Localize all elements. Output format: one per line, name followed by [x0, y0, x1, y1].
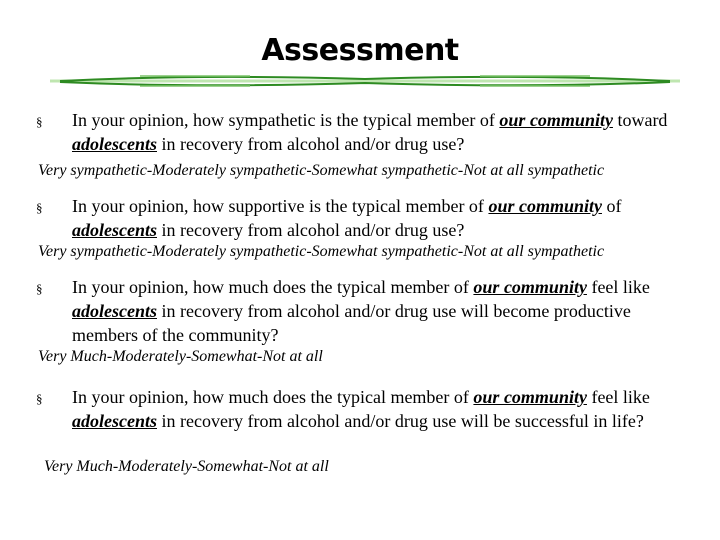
bullet-marker: § — [36, 114, 43, 129]
title-underline-decoration — [50, 70, 680, 92]
answer-scale-4: Very Much-Moderately-Somewhat-Not at all — [44, 458, 329, 475]
question-text: In your opinion, how supportive is the typical member of our community of adolescents in recovery from alcohol and/or drug use? — [72, 196, 622, 240]
answer-scale-3: Very Much-Moderately-Somewhat-Not at all — [38, 348, 323, 365]
slide-title: Assessment — [261, 33, 459, 68]
answer-scale-2: Very sympathetic-Moderately sympathetic-Somewhat sympathetic-Not at all sympathetic — [38, 243, 605, 260]
question-text: In your opinion, how much does the typical member of our community feel like adolescents in recovery from alcohol and/or drug use will become productive members of the community? — [72, 277, 650, 345]
bullet-marker: § — [36, 281, 43, 296]
question-text: In your opinion, how much does the typical member of our community feel like adolescents in recovery from alcohol and/or drug use will be successful in life? — [72, 387, 650, 431]
bullet-marker: § — [36, 200, 43, 215]
bullet-marker: § — [36, 391, 43, 406]
emphasis-adolescents: adolescents — [72, 411, 157, 431]
answer-scale-1: Very sympathetic-Moderately sympathetic-Somewhat sympathetic-Not at all sympathetic — [38, 162, 605, 179]
emphasis-community: our community — [473, 387, 587, 407]
emphasis-adolescents: adolescents — [72, 301, 157, 321]
question-text: In your opinion, how sympathetic is the typical member of our community toward adolescents in recovery from alcohol and/or drug use? — [72, 110, 668, 154]
emphasis-adolescents: adolescents — [72, 134, 157, 154]
emphasis-community: our community — [499, 110, 613, 130]
emphasis-community: our community — [488, 196, 602, 216]
emphasis-community: our community — [473, 277, 587, 297]
emphasis-adolescents: adolescents — [72, 220, 157, 240]
